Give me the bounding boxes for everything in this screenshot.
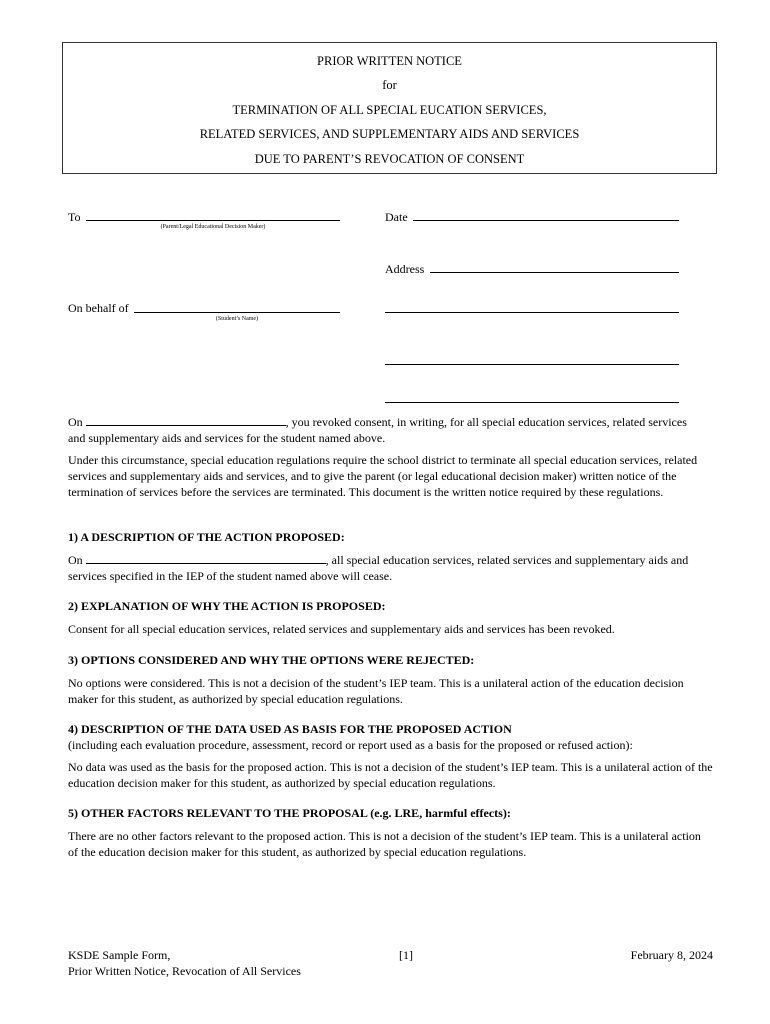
revocation-date-field[interactable] bbox=[86, 416, 286, 426]
address-label: Address bbox=[385, 262, 425, 276]
section-3-heading: 3) OPTIONS CONSIDERED AND WHY THE OPTIONS WERE REJECTED: bbox=[68, 653, 475, 667]
footer-form-name bbox=[68, 947, 301, 979]
title-line-4: RELATED SERVICES, AND SUPPLEMENTARY AIDS AND SERVICES bbox=[199, 127, 580, 141]
address-field-3[interactable] bbox=[385, 364, 679, 365]
behalf-label: On behalf of bbox=[68, 301, 129, 315]
section-1-heading: 1) A DESCRIPTION OF THE ACTION PROPOSED: bbox=[68, 530, 345, 544]
student-name-field[interactable] bbox=[134, 312, 340, 313]
to-label: To bbox=[68, 210, 81, 224]
footer-left-2: Prior Written Notice, Revocation of All Services bbox=[68, 964, 301, 978]
behalf-caption: (Student’s Name) bbox=[215, 316, 259, 322]
date-field[interactable] bbox=[413, 220, 679, 221]
to-caption: (Parent/Legal Educational Decision Maker) bbox=[160, 224, 266, 230]
footer-date: February 8, 2024 bbox=[630, 948, 713, 962]
revoked-text-2: and supplementary aids and services for the student named above. bbox=[68, 431, 386, 445]
title-line-2: for bbox=[382, 78, 397, 92]
section-2-text: Consent for all special education services, related services and supplementary aids and services has been revoked. bbox=[68, 622, 615, 636]
section-3-text: No options were considered. This is not a decision of the student’s IEP team. This is a unilateral action of the education decision maker for this student, as authorized by special education regulations. bbox=[68, 676, 684, 706]
on-label: On bbox=[68, 415, 83, 429]
section-5-text: There are no other factors relevant to the proposed action. This is not a decision of the student’s IEP team. This is a unilateral action of the education decision maker for this student, as authorized by special education regulations. bbox=[68, 829, 701, 859]
address-field-1[interactable] bbox=[430, 272, 679, 273]
circumstance-paragraph: Under this circumstance, special education regulations require the school district to terminate all special education services, related services and supplementary aids and services, and to give the parent (or legal educational decision maker) written notice of the termination of services before the services are terminated. This document is the written notice required by these regulations. bbox=[68, 453, 698, 499]
address-field-2[interactable] bbox=[385, 312, 679, 313]
revoked-text: , you revoked consent, in writing, for all special education services, related services bbox=[285, 415, 687, 429]
title-line-1: PRIOR WRITTEN NOTICE bbox=[317, 54, 462, 68]
to-field[interactable] bbox=[86, 220, 340, 221]
page-number: [1] bbox=[399, 948, 413, 962]
footer-left-1: KSDE Sample Form, bbox=[68, 948, 171, 962]
section-4-text: No data was used as the basis for the proposed action. This is not a decision of the student’s IEP team. This is a unilateral action of the education decision maker for this student, as authorized by special education regulations. bbox=[68, 760, 713, 790]
section-1-text-b: services specified in the IEP of the student named above will cease. bbox=[68, 569, 393, 583]
title-line-5: DUE TO PARENT’S REVOCATION OF CONSENT bbox=[254, 152, 525, 166]
cease-date-field[interactable] bbox=[86, 554, 326, 564]
section-2-heading: 2) EXPLANATION OF WHY THE ACTION IS PROPOSED: bbox=[68, 599, 386, 613]
section-1-text-a: , all special education services, related services and supplementary aids and bbox=[325, 553, 689, 567]
section-5-heading: 5) OTHER FACTORS RELEVANT TO THE PROPOSAL (e.g. LRE, harmful effects): bbox=[68, 806, 511, 820]
revocation-paragraph bbox=[68, 414, 713, 446]
section-1-on: On bbox=[68, 553, 83, 567]
section-4-heading: 4) DESCRIPTION OF THE DATA USED AS BASIS FOR THE PROPOSED ACTION bbox=[68, 722, 512, 736]
section-4-subheading: (including each evaluation procedure, assessment, record or report used as a basis for the proposed or refused action): bbox=[68, 738, 633, 752]
title-box bbox=[62, 42, 717, 174]
address-field-4[interactable] bbox=[385, 402, 679, 403]
section-1-text bbox=[68, 552, 713, 584]
title-line-3: TERMINATION OF ALL SPECIAL EUCATION SERVICES, bbox=[232, 103, 547, 117]
date-label: Date bbox=[385, 210, 408, 224]
